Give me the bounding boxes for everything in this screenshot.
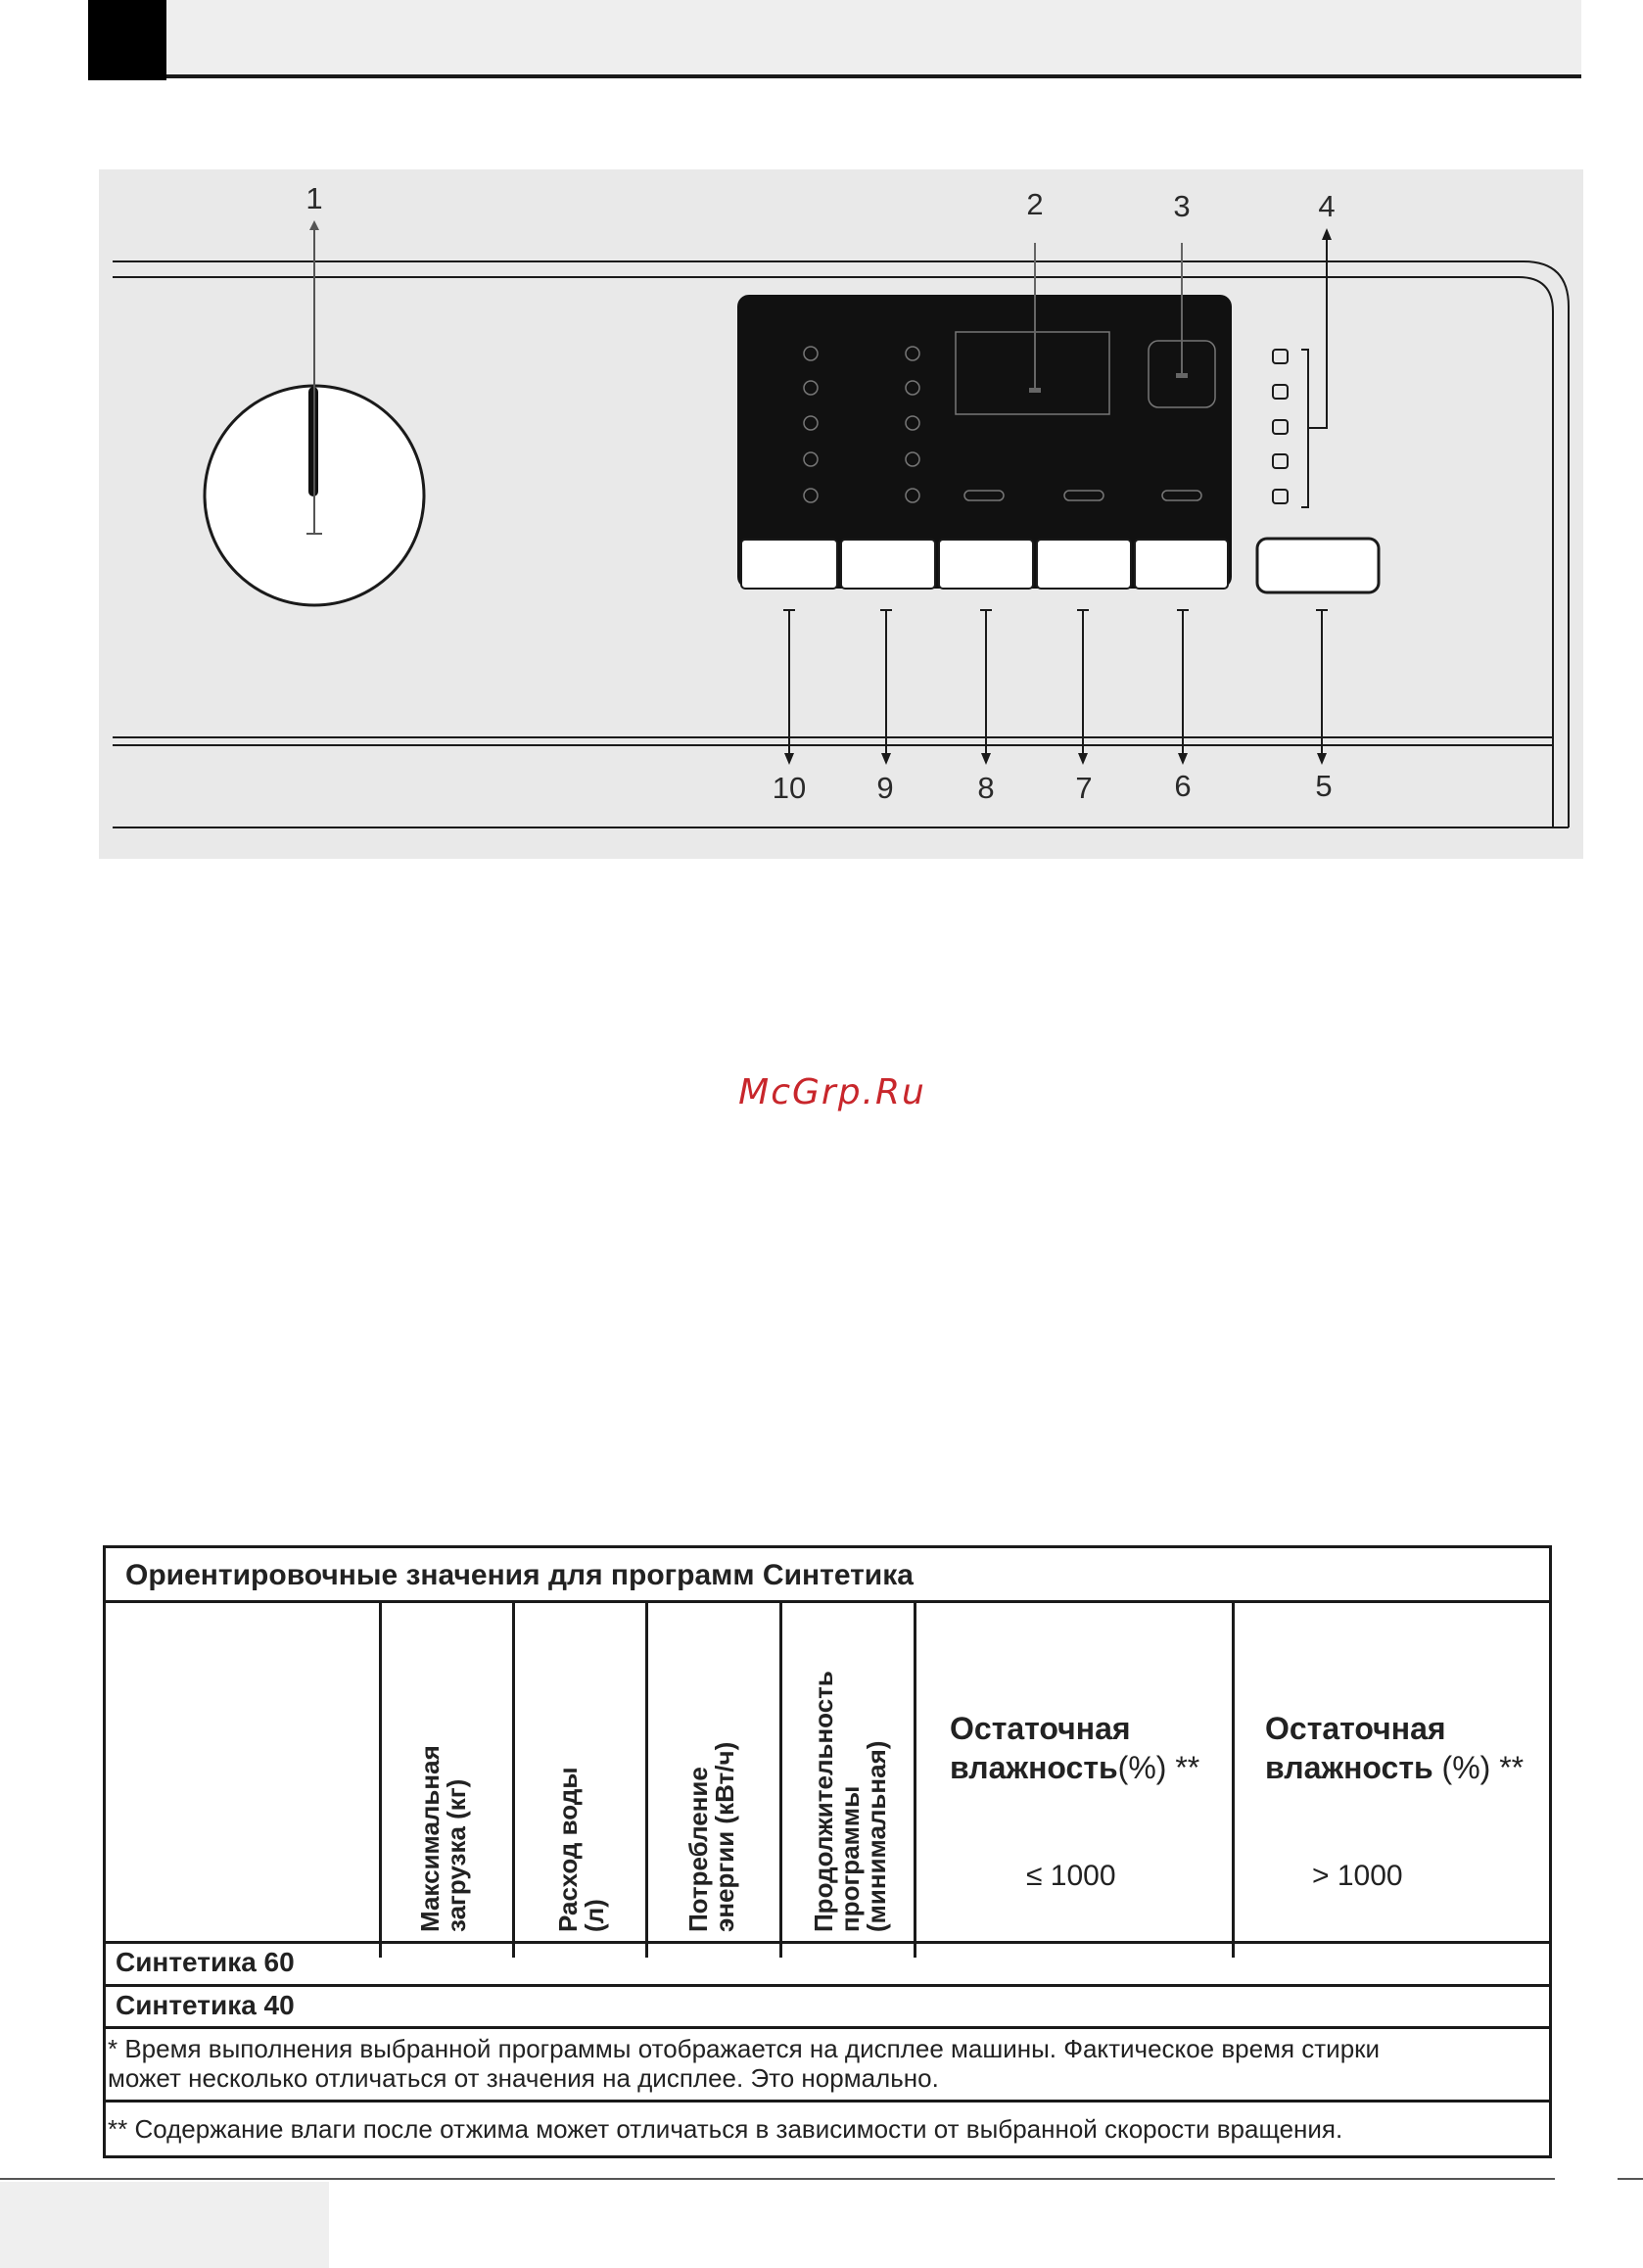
start-pause-button bbox=[1257, 539, 1379, 592]
callout-10: 10 bbox=[772, 771, 807, 805]
footnote-time: * Время выполнения выбранной программы отображается на дисплее машины. Фактическое время стирки может несколько отличаться от значения на дисплее. Это нормально. bbox=[108, 2034, 1381, 2093]
control-panel-illustration bbox=[99, 169, 1583, 859]
synthetics-values-table bbox=[103, 1545, 1552, 2158]
footer-line bbox=[0, 2178, 1555, 2180]
callout-4: 4 bbox=[1318, 189, 1336, 223]
row-label-synthetics-60: Синтетика 60 bbox=[116, 1947, 295, 1977]
callout-8: 8 bbox=[977, 771, 995, 805]
callout-3: 3 bbox=[1173, 189, 1191, 223]
arrow-1 bbox=[309, 220, 319, 230]
control-panel-diagram bbox=[99, 169, 1583, 859]
header-block bbox=[88, 0, 166, 80]
callout-1: 1 bbox=[305, 181, 323, 215]
header-max-load: Максимальная загрузка (кг) bbox=[415, 1745, 471, 1932]
callout-9: 9 bbox=[876, 771, 894, 805]
table-title: Ориентировочные значения для программ Синтетика bbox=[106, 1548, 1549, 1603]
arrow-4 bbox=[1322, 228, 1332, 240]
header-bar bbox=[88, 0, 1581, 78]
function-button-7 bbox=[1037, 540, 1131, 589]
callout-7: 7 bbox=[1075, 771, 1093, 805]
header-energy-consumption: Потребление энергии (кВт/ч) bbox=[683, 1741, 739, 1932]
threshold-low: ≤ 1000 bbox=[1026, 1860, 1116, 1892]
footer-dash bbox=[1618, 2178, 1643, 2180]
footnote-moisture: ** Содержание влаги после отжима может отличаться в зависимости от выбранной скорости вращения. bbox=[108, 2114, 1343, 2144]
watermark: McGrp.Ru bbox=[738, 1072, 926, 1112]
header-moisture-high: Остаточная влажность (%) ** bbox=[1265, 1711, 1525, 1785]
callout-6: 6 bbox=[1174, 769, 1192, 803]
function-button-10 bbox=[741, 540, 837, 589]
function-button-9 bbox=[841, 540, 935, 589]
row-label-synthetics-40: Синтетика 40 bbox=[116, 1990, 295, 2020]
threshold-high: > 1000 bbox=[1312, 1860, 1403, 1892]
header-water-consumption: Расход воды (л) bbox=[553, 1767, 609, 1932]
header-program-duration: Продолжительность программы (минимальная) bbox=[809, 1671, 891, 1932]
callout-5: 5 bbox=[1315, 769, 1333, 803]
function-button-6 bbox=[1135, 540, 1228, 589]
callout-2: 2 bbox=[1026, 187, 1044, 221]
header-moisture-low: Остаточная влажность(%) ** bbox=[950, 1711, 1200, 1785]
function-button-8 bbox=[939, 540, 1033, 589]
footer-block bbox=[0, 2182, 329, 2268]
